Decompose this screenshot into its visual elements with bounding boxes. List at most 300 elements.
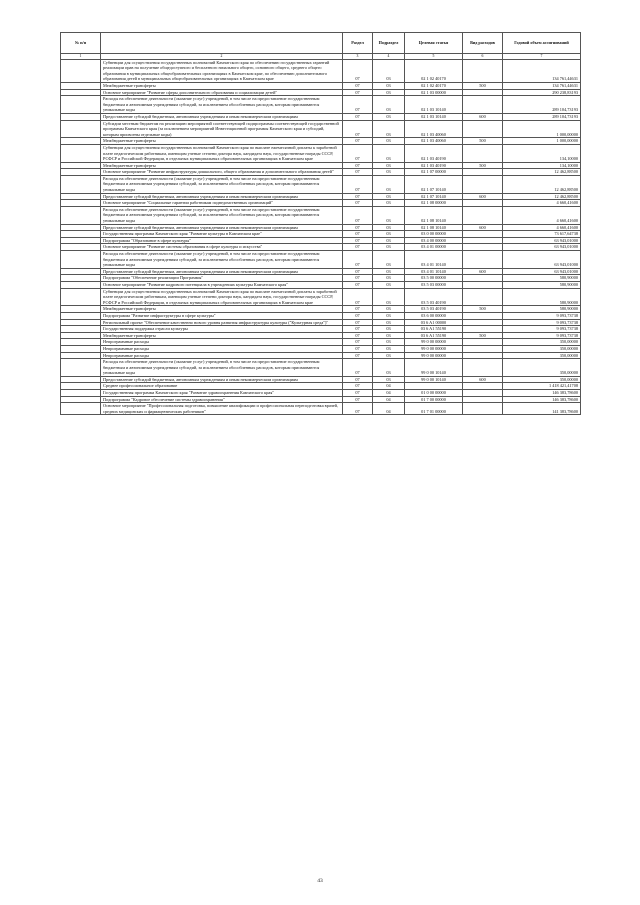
row-target-cell: 01 7 00 00000 (405, 396, 463, 403)
column-index: 6 (463, 54, 503, 60)
table-row (61, 268, 581, 275)
row-section-cell: 07 (343, 206, 373, 224)
row-section-cell: 07 (343, 332, 373, 339)
row-name-cell: Предоставление субсидий бюджетным, автономным учреждениям и иным некоммерческим организациям (101, 268, 343, 275)
row-number-cell (61, 120, 101, 138)
row-amount-cell: 12 462,88500 (503, 193, 581, 200)
row-name-cell: Субсидии местным бюджетам на реализацию мероприятий соответствующей подпрограммы соответствующей государственной программы Камчатского края (за исключением мероприятий Инвестиционной программы Камчатского края и субсидий, которым присвоены отдельные коды) (101, 120, 343, 138)
row-name-cell: Подпрограмма "Образование в сфере культуры" (101, 237, 343, 244)
row-section-cell: 07 (343, 319, 373, 326)
row-subsection-cell: 03 (373, 275, 405, 282)
row-subsection-cell: 03 (373, 332, 405, 339)
row-subsection-cell: 03 (373, 268, 405, 275)
row-section-cell: 07 (343, 268, 373, 275)
row-number-cell (61, 268, 101, 275)
row-exptype-cell (463, 383, 503, 390)
row-number-cell (61, 352, 101, 359)
table-row (61, 339, 581, 346)
row-section-cell: 07 (343, 288, 373, 306)
row-name-cell: Предоставление субсидий бюджетным, автономным учреждениям и иным некоммерческим организациям (101, 376, 343, 383)
row-target-cell: 02 1 08 10140 (405, 224, 463, 231)
row-name-cell: Расходы на обеспечение деятельности (оказание услуг) учреждений, в том числе на предоставление государственным бюджетным и автономным учреждениям субсидий, за исключением обособленных расходов, которым присваиваются уникальные коды (101, 251, 343, 269)
row-section-cell: 07 (343, 89, 373, 96)
row-name-cell: Предоставление субсидий бюджетным, автономным учреждениям и иным некоммерческим организациям (101, 113, 343, 120)
row-name-cell: Непрограммные расходы (101, 339, 343, 346)
row-subsection-cell: 03 (373, 312, 405, 319)
row-number-cell (61, 306, 101, 313)
row-amount-cell: 73 617,64738 (503, 231, 581, 238)
row-subsection-cell: 03 (373, 162, 405, 169)
row-section-cell: 07 (343, 169, 373, 176)
row-subsection-cell: 03 (373, 352, 405, 359)
row-name-cell: Субвенции для осуществления государственных полномочий Камчатского края по выплате ежемесячной доплаты к заработной плате педагогическим работникам, имеющим ученые степени доктора наук, кандидата наук, государственные награды СССР, РСФСР и Российской Федерации, в отдельных муниципальных образовательных организациях в Камчатском крае (101, 144, 343, 162)
row-number-cell (61, 244, 101, 251)
row-name-cell: Основное мероприятие "Социальные гарантии работникам подведомственных организаций" (101, 200, 343, 207)
table-row (61, 224, 581, 231)
row-subsection-cell: 03 (373, 237, 405, 244)
row-section-cell: 07 (343, 306, 373, 313)
row-target-cell: 03 4 01 10140 (405, 268, 463, 275)
row-target-cell: 03 5 03 40190 (405, 288, 463, 306)
column-index: 2 (101, 54, 343, 60)
row-subsection-cell: 03 (373, 244, 405, 251)
row-amount-cell: 580,90000 (503, 288, 581, 306)
row-name-cell: Межбюджетные трансферты (101, 82, 343, 89)
row-number-cell (61, 96, 101, 114)
row-subsection-cell: 04 (373, 403, 405, 415)
row-target-cell: 01 0 00 00000 (405, 390, 463, 397)
row-number-cell (61, 403, 101, 415)
row-exptype-cell (463, 244, 503, 251)
row-number-cell (61, 89, 101, 96)
row-name-cell: Расходы на обеспечение деятельности (оказание услуг) учреждений, в том числе на предоставление государственным бюджетным и автономным учреждениям субсидий, за исключением обособленных расходов, которым присваиваются уникальные коды (101, 175, 343, 193)
table-row (61, 237, 581, 244)
row-section-cell: 07 (343, 237, 373, 244)
table-row (61, 175, 581, 193)
row-target-cell: 99 0 00 00000 (405, 339, 463, 346)
row-section-cell: 07 (343, 113, 373, 120)
row-name-cell: Непрограммные расходы (101, 352, 343, 359)
row-section-cell: 07 (343, 376, 373, 383)
row-name-cell: Субвенции для осуществления государственных полномочий Камчатского края по выплате ежемесячной доплаты к заработной плате педагогическим работникам, имеющим ученые степени доктора наук, кандидата наук, государственные награды СССР, РСФСР и Российской Федерации, в отдельных муниципальных образовательных организациях в Камчатском крае (101, 288, 343, 306)
table-row (61, 96, 581, 114)
row-subsection-cell: 03 (373, 339, 405, 346)
row-exptype-cell (463, 288, 503, 306)
row-exptype-cell (463, 120, 503, 138)
row-target-cell: 03 6 A1 55190 (405, 332, 463, 339)
table-row (61, 281, 581, 288)
row-subsection-cell: 04 (373, 390, 405, 397)
table-row (61, 162, 581, 169)
row-exptype-cell (463, 237, 503, 244)
row-number-cell (61, 175, 101, 193)
table-row (61, 275, 581, 282)
row-name-cell: Межбюджетные трансферты (101, 138, 343, 145)
row-number-cell (61, 206, 101, 224)
row-exptype-cell: 500 (463, 332, 503, 339)
header-row (61, 33, 581, 54)
table-row (61, 231, 581, 238)
row-amount-cell: 580,90000 (503, 275, 581, 282)
header-subsection: Подраздел (373, 33, 405, 54)
page-number: 43 (317, 878, 323, 884)
row-exptype-cell (463, 89, 503, 96)
row-amount-cell: 350,00000 (503, 352, 581, 359)
row-exptype-cell (463, 275, 503, 282)
row-number-cell (61, 359, 101, 377)
row-exptype-cell (463, 144, 503, 162)
row-exptype-cell: 500 (463, 306, 503, 313)
row-section-cell: 07 (343, 120, 373, 138)
row-subsection-cell: 03 (373, 345, 405, 352)
row-target-cell: 02 1 03 40190 (405, 162, 463, 169)
row-number-cell (61, 332, 101, 339)
row-target-cell: 99 0 00 10140 (405, 376, 463, 383)
row-subsection-cell: 04 (373, 383, 405, 390)
row-subsection-cell: 03 (373, 59, 405, 82)
row-exptype-cell (463, 96, 503, 114)
row-number-cell (61, 326, 101, 333)
row-name-cell: Основное мероприятие "Развитие сферы дополнительного образования и социализации детей" (101, 89, 343, 96)
row-target-cell: 02 1 07 00000 (405, 169, 463, 176)
row-name-cell: Межбюджетные трансферты (101, 332, 343, 339)
table-row (61, 345, 581, 352)
row-number-cell (61, 390, 101, 397)
table-row (61, 113, 581, 120)
row-number-cell (61, 376, 101, 383)
row-number-cell (61, 288, 101, 306)
row-amount-cell: 134 761,44631 (503, 59, 581, 82)
row-number-cell (61, 82, 101, 89)
row-amount-cell: 63 943,01000 (503, 237, 581, 244)
row-amount-cell: 350,00000 (503, 339, 581, 346)
row-section-cell: 07 (343, 390, 373, 397)
row-name-cell: Расходы на обеспечение деятельности (оказание услуг) учреждений, в том числе на предоставление государственным бюджетным и автономным учреждениям субсидий, за исключением обособленных расходов, которым присваиваются уникальные коды (101, 96, 343, 114)
row-amount-cell: 4 660,41600 (503, 206, 581, 224)
row-target-cell: 03 6 00 00000 (405, 312, 463, 319)
row-amount-cell: 63 943,01000 (503, 251, 581, 269)
row-amount-cell: 4 660,41600 (503, 224, 581, 231)
row-subsection-cell: 03 (373, 120, 405, 138)
header-target: Целевая статья (405, 33, 463, 54)
row-amount-cell: 146 383,78600 (503, 390, 581, 397)
row-name-cell: Государственная программа Камчатского края "Развитие здравоохранения Камчатского края" (101, 390, 343, 397)
row-number-cell (61, 113, 101, 120)
row-amount-cell: 134 761,44631 (503, 82, 581, 89)
table-row (61, 306, 581, 313)
row-section-cell: 07 (343, 144, 373, 162)
table-row (61, 312, 581, 319)
table-row (61, 332, 581, 339)
row-section-cell: 07 (343, 352, 373, 359)
row-section-cell: 07 (343, 383, 373, 390)
row-amount-cell: 1 418 421,41708 (503, 383, 581, 390)
row-subsection-cell: 03 (373, 281, 405, 288)
row-exptype-cell (463, 206, 503, 224)
row-number-cell (61, 251, 101, 269)
budget-table (60, 32, 581, 415)
row-exptype-cell (463, 319, 503, 326)
row-exptype-cell (463, 251, 503, 269)
table-row (61, 206, 581, 224)
header-amount: Годовой объем ассигнований (503, 33, 581, 54)
row-amount-cell: 9 093,73738 (503, 319, 581, 326)
row-name-cell: Основное мероприятие "Развитие системы образования в сфере культуры и искусства" (101, 244, 343, 251)
row-amount-cell: 134,10000 (503, 162, 581, 169)
header-num: № п/п (61, 33, 101, 54)
row-amount-cell: 580,90000 (503, 281, 581, 288)
row-exptype-cell: 500 (463, 82, 503, 89)
row-name-cell: Среднее профессиональное образование (101, 383, 343, 390)
row-target-cell: 02 1 07 10140 (405, 193, 463, 200)
row-amount-cell: 289 104,73193 (503, 113, 581, 120)
table-row (61, 359, 581, 377)
row-number-cell (61, 162, 101, 169)
row-target-cell: 02 1 03 10140 (405, 113, 463, 120)
table-row (61, 288, 581, 306)
row-section-cell: 07 (343, 275, 373, 282)
column-index: 4 (373, 54, 405, 60)
row-amount-cell: 12 462,88500 (503, 175, 581, 193)
row-exptype-cell (463, 403, 503, 415)
row-section-cell: 07 (343, 162, 373, 169)
row-section-cell: 07 (343, 281, 373, 288)
table-row (61, 319, 581, 326)
row-amount-cell: 290 238,83193 (503, 89, 581, 96)
row-amount-cell: 141 383,78600 (503, 403, 581, 415)
row-target-cell: 03 0 00 00000 (405, 231, 463, 238)
row-target-cell: 02 1 08 00000 (405, 200, 463, 207)
row-amount-cell: 9 093,73738 (503, 312, 581, 319)
row-subsection-cell: 03 (373, 359, 405, 377)
column-index: 5 (405, 54, 463, 60)
row-target-cell: 02 1 03 10140 (405, 96, 463, 114)
row-exptype-cell (463, 396, 503, 403)
row-name-cell: Расходы на обеспечение деятельности (оказание услуг) учреждений, в том числе на предоставление государственным бюджетным и автономным учреждениям субсидий, за исключением обособленных расходов, которым присваиваются уникальные коды (101, 359, 343, 377)
table-row (61, 169, 581, 176)
row-amount-cell: 350,00000 (503, 359, 581, 377)
table-row (61, 383, 581, 390)
row-name-cell: Подпрограмма "Обеспечение реализации Программы" (101, 275, 343, 282)
row-subsection-cell: 03 (373, 89, 405, 96)
row-section-cell: 07 (343, 82, 373, 89)
row-target-cell: 03 5 03 40190 (405, 306, 463, 313)
row-subsection-cell: 03 (373, 206, 405, 224)
row-name-cell: Межбюджетные трансферты (101, 162, 343, 169)
row-subsection-cell: 03 (373, 169, 405, 176)
row-section-cell: 07 (343, 193, 373, 200)
row-target-cell: 02 1 03 00000 (405, 89, 463, 96)
row-exptype-cell: 500 (463, 138, 503, 145)
row-number-cell (61, 383, 101, 390)
row-name-cell: Субвенции для осуществления государственных полномочий Камчатского края по обеспечению государственных гарантий реализации прав на получение общедоступного и бесплатного начального общего, основного общего, среднего общего образования в муниципальных общеобразовательных организациях в Камчатском крае, по обеспечению дополнительного образования детей в муниципальных общеобразовательных организациях в Камчатском крае (101, 59, 343, 82)
row-amount-cell: 350,00000 (503, 345, 581, 352)
row-amount-cell: 9 093,73738 (503, 332, 581, 339)
row-amount-cell: 580,90000 (503, 306, 581, 313)
row-section-cell: 07 (343, 138, 373, 145)
row-target-cell: 99 0 00 00000 (405, 345, 463, 352)
row-amount-cell: 12 462,88500 (503, 169, 581, 176)
row-target-cell: 03 4 00 00000 (405, 237, 463, 244)
row-number-cell (61, 144, 101, 162)
row-subsection-cell: 03 (373, 144, 405, 162)
row-subsection-cell: 03 (373, 251, 405, 269)
row-target-cell: 02 1 08 10140 (405, 206, 463, 224)
header-exptype: Вид расходов (463, 33, 503, 54)
row-subsection-cell: 03 (373, 288, 405, 306)
row-section-cell: 07 (343, 359, 373, 377)
table-row (61, 82, 581, 89)
column-index: 3 (343, 54, 373, 60)
row-amount-cell: 289 104,73193 (503, 96, 581, 114)
row-exptype-cell (463, 169, 503, 176)
row-target-cell: 02 1 02 40170 (405, 82, 463, 89)
row-target-cell: 01 7 01 00000 (405, 403, 463, 415)
row-number-cell (61, 312, 101, 319)
row-target-cell: 02 1 03 40190 (405, 144, 463, 162)
row-subsection-cell: 03 (373, 193, 405, 200)
row-number-cell (61, 396, 101, 403)
row-exptype-cell (463, 359, 503, 377)
row-exptype-cell: 600 (463, 113, 503, 120)
table-row (61, 251, 581, 269)
row-target-cell: 03 5 00 00000 (405, 275, 463, 282)
row-name-cell: Региональный проект "Обеспечение качественно нового уровня развития инфраструктуры культуры ("Культурная среда")" (101, 319, 343, 326)
row-amount-cell: 146 383,78600 (503, 396, 581, 403)
column-index: 7 (503, 54, 581, 60)
row-target-cell: 02 1 02 40170 (405, 59, 463, 82)
row-name-cell: Межбюджетные трансферты (101, 306, 343, 313)
row-name-cell: Предоставление субсидий бюджетным, автономным учреждениям и иным некоммерческим организациям (101, 193, 343, 200)
column-index: 1 (61, 54, 101, 60)
row-target-cell: 02 1 03 40060 (405, 138, 463, 145)
row-exptype-cell: 600 (463, 224, 503, 231)
row-target-cell: 03 5 03 00000 (405, 281, 463, 288)
row-exptype-cell (463, 281, 503, 288)
row-number-cell (61, 339, 101, 346)
row-target-cell: 99 0 00 10140 (405, 359, 463, 377)
table-row (61, 120, 581, 138)
row-section-cell: 07 (343, 312, 373, 319)
row-exptype-cell: 600 (463, 376, 503, 383)
row-section-cell: 07 (343, 59, 373, 82)
row-section-cell: 07 (343, 339, 373, 346)
row-section-cell: 07 (343, 175, 373, 193)
row-number-cell (61, 193, 101, 200)
row-subsection-cell: 03 (373, 306, 405, 313)
table-row (61, 193, 581, 200)
row-target-cell: 03 4 01 00000 (405, 244, 463, 251)
row-amount-cell: 134,10000 (503, 144, 581, 162)
row-amount-cell: 63 943,01000 (503, 244, 581, 251)
row-subsection-cell: 03 (373, 113, 405, 120)
row-target-cell: 03 6 A1 55190 (405, 326, 463, 333)
row-subsection-cell: 03 (373, 224, 405, 231)
header-section: Раздел (343, 33, 373, 54)
row-amount-cell: 63 943,01000 (503, 268, 581, 275)
table-row (61, 89, 581, 96)
row-number-cell (61, 231, 101, 238)
row-exptype-cell: 600 (463, 268, 503, 275)
row-number-cell (61, 59, 101, 82)
row-exptype-cell (463, 326, 503, 333)
row-section-cell: 07 (343, 345, 373, 352)
row-number-cell (61, 224, 101, 231)
row-amount-cell: 4 660,41600 (503, 200, 581, 207)
row-section-cell: 07 (343, 251, 373, 269)
row-number-cell (61, 237, 101, 244)
row-section-cell: 07 (343, 244, 373, 251)
row-number-cell (61, 345, 101, 352)
row-subsection-cell: 03 (373, 326, 405, 333)
row-exptype-cell (463, 59, 503, 82)
row-number-cell (61, 200, 101, 207)
row-target-cell: 03 6 A1 00000 (405, 319, 463, 326)
row-amount-cell: 350,00000 (503, 376, 581, 383)
row-exptype-cell (463, 312, 503, 319)
row-number-cell (61, 138, 101, 145)
row-name-cell: Государственная программа Камчатского края "Развитие культуры в Камчатском крае" (101, 231, 343, 238)
row-name-cell: Расходы на обеспечение деятельности (оказание услуг) учреждений, в том числе на предоставление государственным бюджетным и автономным учреждениям субсидий, за исключением обособленных расходов, которым присваиваются уникальные коды (101, 206, 343, 224)
row-number-cell (61, 281, 101, 288)
row-subsection-cell: 03 (373, 319, 405, 326)
row-exptype-cell (463, 175, 503, 193)
row-number-cell (61, 319, 101, 326)
row-subsection-cell: 03 (373, 376, 405, 383)
table-row (61, 144, 581, 162)
row-number-cell (61, 275, 101, 282)
row-name-cell: Непрограммные расходы (101, 345, 343, 352)
row-subsection-cell: 03 (373, 138, 405, 145)
row-subsection-cell: 04 (373, 396, 405, 403)
row-name-cell: Подпрограмма "Кадровое обеспечение системы здравоохранения" (101, 396, 343, 403)
table-row (61, 200, 581, 207)
row-target-cell: 03 4 01 10140 (405, 251, 463, 269)
table-row (61, 376, 581, 383)
table-row (61, 138, 581, 145)
row-target-cell (405, 383, 463, 390)
row-name-cell: Основное мероприятие "Профессиональная подготовка, повышение квалификации и профессиональная переподготовка врачей, средних медицинских и фармацевтических работников" (101, 403, 343, 415)
row-amount-cell: 9 093,73738 (503, 326, 581, 333)
row-subsection-cell: 03 (373, 82, 405, 89)
row-exptype-cell (463, 345, 503, 352)
header-name (101, 33, 343, 54)
row-section-cell: 07 (343, 224, 373, 231)
row-section-cell: 07 (343, 96, 373, 114)
row-target-cell: 99 0 00 00000 (405, 352, 463, 359)
row-name-cell: Государственная поддержка отрасли культуры (101, 326, 343, 333)
row-exptype-cell: 600 (463, 193, 503, 200)
table-row (61, 390, 581, 397)
row-name-cell: Основное мероприятие "Развитие кадрового потенциала в учреждениях культуры Камчатского края" (101, 281, 343, 288)
row-exptype-cell (463, 352, 503, 359)
row-section-cell: 07 (343, 231, 373, 238)
row-name-cell: Подпрограмма "Развитие инфраструктуры в сфере культуры" (101, 312, 343, 319)
row-section-cell: 07 (343, 326, 373, 333)
table-row (61, 396, 581, 403)
row-exptype-cell (463, 231, 503, 238)
row-number-cell (61, 169, 101, 176)
row-name-cell: Основное мероприятие "Развитие инфраструктуры дошкольного, общего образования и дополнительного образования детей" (101, 169, 343, 176)
budget-table-sheet (60, 32, 580, 415)
row-section-cell: 07 (343, 200, 373, 207)
table-row (61, 326, 581, 333)
row-subsection-cell: 03 (373, 200, 405, 207)
row-exptype-cell (463, 390, 503, 397)
row-subsection-cell: 03 (373, 96, 405, 114)
row-section-cell: 07 (343, 396, 373, 403)
row-target-cell: 02 1 07 10140 (405, 175, 463, 193)
